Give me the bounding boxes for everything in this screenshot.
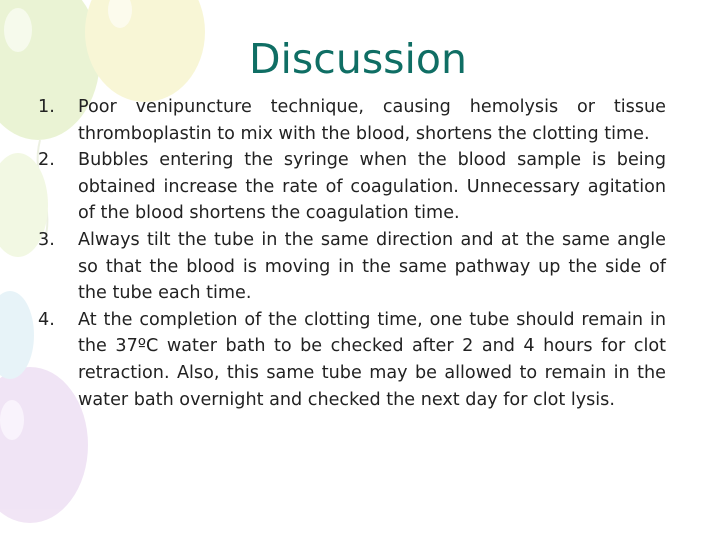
- list-item-number: 1.: [38, 97, 55, 117]
- list-item-number: 2.: [38, 150, 55, 171]
- slide-title: Discussion: [248, 35, 468, 83]
- list-item: [38, 94, 666, 147]
- lavender-balloon-highlight: [0, 400, 24, 440]
- list-item: [38, 227, 666, 307]
- list-item-text: Bubbles entering the syringe when the blood sample is being obtained increase the rate of coagulation. Unnecessary agitation of the blood shortens the coagulation time.: [78, 150, 666, 224]
- list-item-text: At the completion of the clotting time, one tube should remain in the 37ºC water bath to be checked after 2 and 4 hours for clot retraction. Also, this same tube may be allowed to remain in the water bath overnight and checked the next day for clot lysis.: [78, 309, 666, 410]
- list-item-text: Always tilt the tube in the same direction and at the same angle so that the blood is moving in the same pathway up the side of the tube each time.: [78, 229, 666, 304]
- list-item-number: 4.: [38, 309, 55, 330]
- list-item-number: 3.: [38, 229, 55, 250]
- list-item: [38, 307, 666, 413]
- discussion-list: [38, 94, 666, 413]
- list-item-text: Poor venipuncture technique, causing hemolysis or tissue thromboplastin to mix with the blood, shortens the clotting time.: [78, 97, 666, 144]
- blue-balloon: [0, 291, 34, 379]
- list-item: [38, 147, 666, 227]
